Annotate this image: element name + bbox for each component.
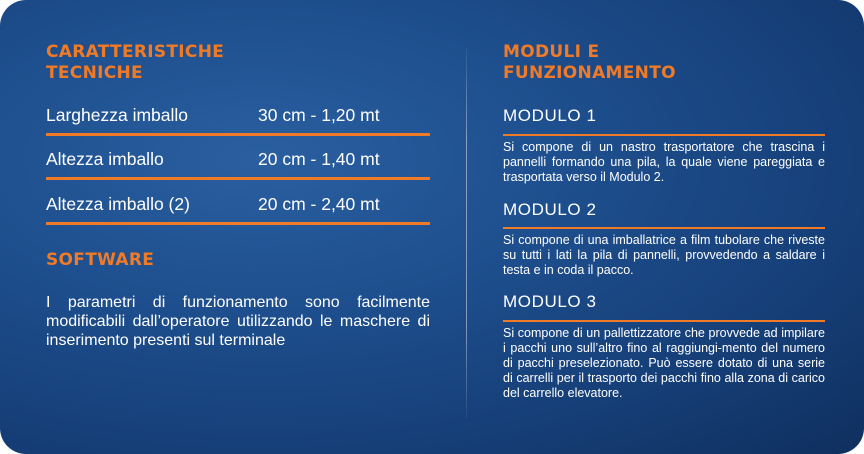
spec-row-height [46, 147, 430, 180]
modules-heading-line-1: MODULI E [503, 42, 600, 62]
software-heading [46, 250, 154, 271]
spec-label: Altezza imballo [46, 149, 164, 169]
software-heading-text: SOFTWARE [46, 250, 155, 270]
spec-value: 20 cm - 1,40 mt [258, 149, 380, 169]
specs-heading-line-1: CARATTERISTICHE [46, 42, 225, 62]
modules-heading-line-2: FUNZIONAMENTO [503, 63, 676, 83]
module-1-description: Si compone di un nastro trasportatore che trascina i pannelli formando una pila, la quale viene pareggiata e trasportata verso il Modulo 2. [503, 140, 825, 184]
modules-heading [503, 42, 676, 84]
spec-label: Altezza imballo (2) [46, 194, 190, 214]
module-3-description: Si compone di un pallettizzatore che provvede ad impilare i pacchi uno sull’altro fino al raggiungi-mento del numero di pacchi preselezionato. Può essere dotato di una serie di carrelli per il trasporto dei pacchi fino alla zona di carico del carrello elevatore. [503, 326, 825, 400]
module-1-title: MODULO 1 [503, 106, 597, 125]
spec-label: Larghezza imballo [46, 105, 189, 125]
specs-heading [46, 42, 224, 84]
specs-heading-line-2: TECNICHE [46, 63, 143, 83]
software-description: I parametri di funzionamento sono facilmente modificabili dall’operatore utilizzando le maschere di inserimento presenti sul terminale [46, 294, 430, 349]
spec-row-width [46, 103, 430, 136]
module-3-title: MODULO 3 [503, 292, 597, 311]
module-3-box [503, 320, 825, 401]
column-divider [466, 48, 467, 418]
module-2-title: MODULO 2 [503, 200, 597, 219]
spec-value: 30 cm - 1,20 mt [258, 105, 380, 125]
module-1-box [503, 134, 825, 185]
spec-row-height-2 [46, 192, 430, 225]
module-2-box [503, 227, 825, 278]
spec-value: 20 cm - 2,40 mt [258, 194, 380, 214]
module-2-description: Si compone di una imballatrice a film tubolare che riveste su tutti i lati la pila di pannelli, provvedendo a saldare i testa e in coda il pacco. [503, 233, 825, 277]
